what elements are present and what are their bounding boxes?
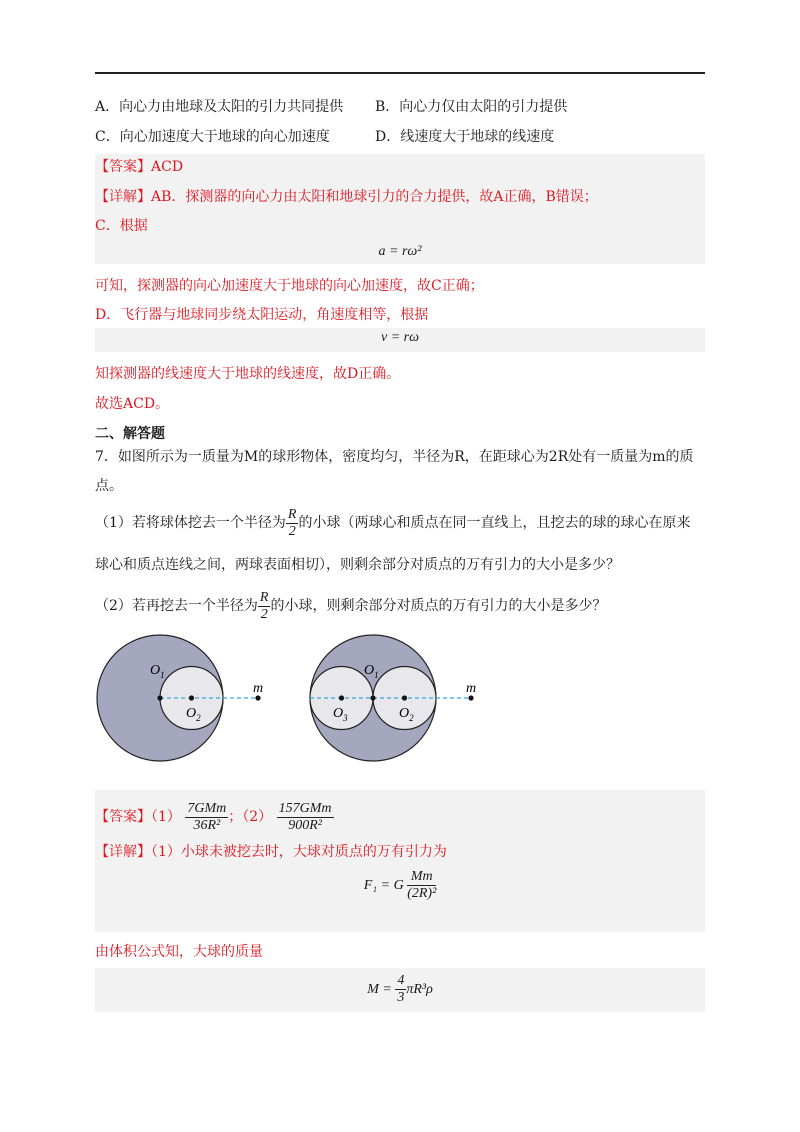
fraction-r-over-2-b: $\frac{R}{2}$ — [259, 589, 269, 622]
detail-ab-text: AB．探测器的向心力由太阳和地球引力的合力提供，故A正确，B错误； — [151, 189, 598, 205]
q6-answer — [95, 157, 183, 177]
q7-stem-line1: 7．如图所示为一质量为M的球形物体，密度均匀，半径为R，在距球心为2R处有一质量为m的质 — [95, 449, 694, 465]
q6-d-conclusion: 知探测器的线速度大于地球的线速度，故D正确。 — [95, 366, 401, 382]
header-rule — [95, 72, 705, 74]
figure-left — [97, 635, 263, 761]
section-title: 二、解答题 — [95, 426, 165, 442]
sphere-figure — [0, 630, 800, 770]
q7-part1-line1 — [95, 503, 690, 543]
q6-final: 故选ACD。 — [95, 396, 170, 412]
option-a: A．向心力由地球及太阳的引力共同提供 — [95, 99, 344, 115]
label-m-left: m — [253, 681, 264, 696]
label-o1-left: $O_1$ — [150, 663, 165, 680]
point-o1-left — [157, 695, 162, 700]
formula-a: a = rω² — [378, 244, 422, 259]
figure-right — [310, 635, 476, 761]
detail-label: 【详解】 — [95, 189, 151, 205]
q7-detail — [95, 842, 447, 862]
q6-c-intro: C．根据 — [95, 218, 148, 234]
detail-1-text: （1）小球未被挖去时，大球对质点的万有引力为 — [151, 844, 447, 860]
q7-answer: 【答案】（1） $\frac{\text{7GMm}}{\text{36R²}}$ ；（2） $\frac{\text{157GMm}}{\text{900R²}}$ — [95, 800, 332, 833]
formula-mass: M = $\frac{4}{3}$ πR³ρ — [367, 973, 433, 1006]
option-b: B．向心力仅由太阳的引力提供 — [375, 99, 568, 115]
point-o2-left — [189, 695, 194, 700]
point-o3-right — [339, 695, 344, 700]
answer2-fraction: $\frac{\text{157GMm}}{\text{900R²}}$ — [278, 800, 332, 833]
answer-value: ACD — [151, 159, 184, 175]
label-m-right: m — [466, 681, 477, 696]
q6-c-conclusion: 可知，探测器的向心加速度大于地球的向心加速度，故C正确； — [95, 278, 484, 294]
q6-detail-ab — [95, 187, 598, 207]
label-o3-right: $O_3$ — [333, 706, 348, 723]
q7-part2 — [95, 586, 606, 626]
formula-v: v = rω — [381, 330, 419, 345]
label-o1-right: $O_1$ — [364, 663, 379, 680]
detail-label-q7: 【详解】 — [95, 844, 151, 860]
part1-text-a: （1）若将球体挖去一个半径为 — [95, 515, 286, 531]
point-m-left — [255, 695, 260, 700]
point-m-right — [468, 695, 473, 700]
label-o2-right: $O_2$ — [399, 706, 414, 723]
option-c: C．向心加速度大于地球的向心加速度 — [95, 129, 330, 145]
fraction-r-over-2: $\frac{R}{2}$ — [287, 506, 297, 539]
point-o1-right — [370, 695, 375, 700]
point-o2-right — [402, 695, 407, 700]
part2-text-a: （2）若再挖去一个半径为 — [95, 598, 258, 614]
answer-label-q7: 【答案】 — [95, 809, 151, 825]
q7-stem-line2: 点。 — [95, 478, 123, 494]
answer1-fraction: $\frac{\text{7GMm}}{\text{36R²}}$ — [187, 800, 227, 833]
part2-text-b: 的小球，则剩余部分对质点的万有引力的大小是多少？ — [270, 598, 607, 614]
formula-f1: F₁ = G $\frac{Mm}{\text{(2R)²}}$ — [363, 869, 437, 902]
q6-d-intro: D．飞行器与地球同步绕太阳运动，角速度相等，根据 — [95, 307, 429, 323]
part1-text-b: 的小球（两球心和质点在同一直线上，且挖去的球的球心在原来 — [298, 515, 691, 531]
answer-label: 【答案】 — [95, 159, 151, 175]
q7-volume-text: 由体积公式知，大球的质量 — [95, 944, 263, 960]
q7-part1-line2: 球心和质点连线之间，两球表面相切），则剩余部分对质点的万有引力的大小是多少？ — [95, 557, 620, 573]
label-o2-left: $O_2$ — [186, 706, 201, 723]
option-d: D．线速度大于地球的线速度 — [375, 129, 555, 145]
